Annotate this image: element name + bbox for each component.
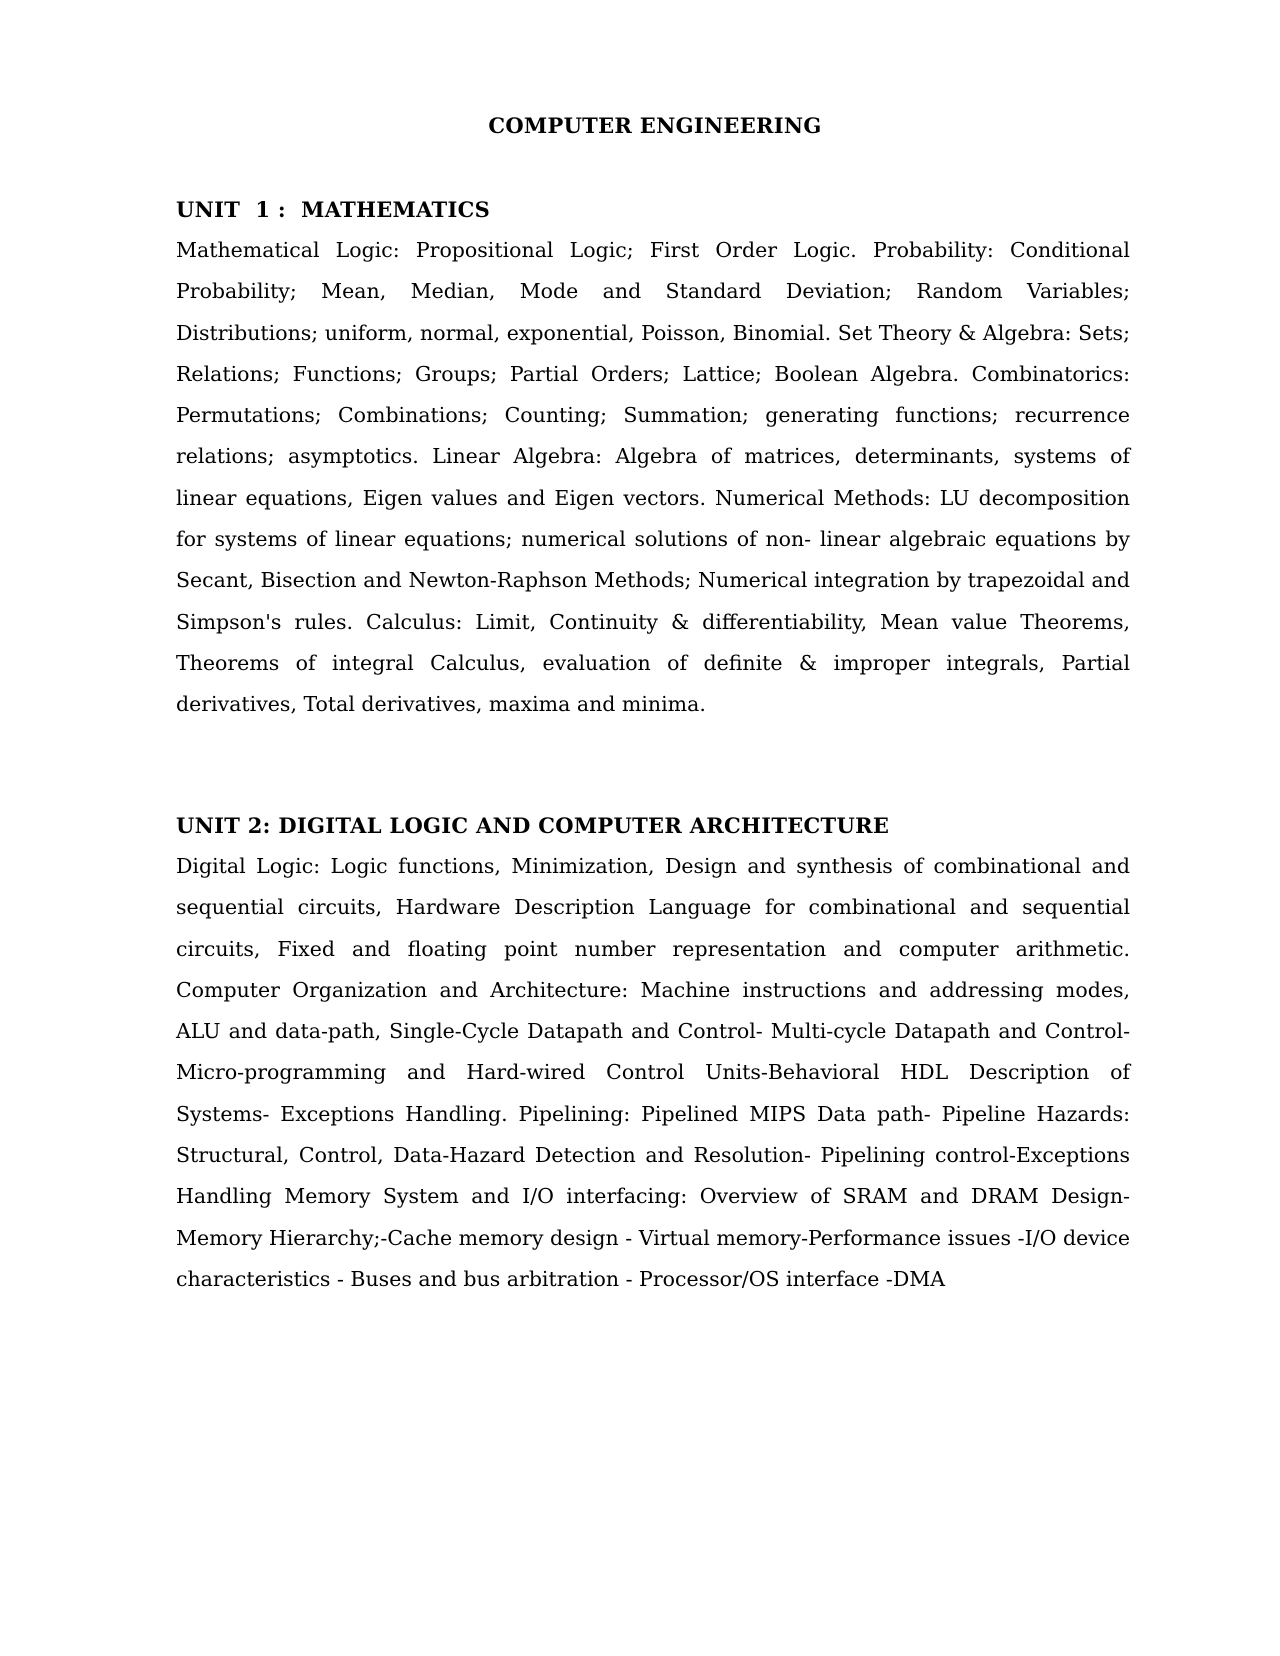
unit-2-heading: UNIT 2: DIGITAL LOGIC AND COMPUTER ARCHITECTURE [176,813,890,838]
unit-1-body-text: Mathematical Logic: Propositional Logic; First Order Logic. Probability: Conditional Probability; Mean, Median, Mode and Standard Deviation; Random Variables; Distributions; uniform, normal, exponential, Poisson, Binomial. Set Theory & Algebra: Sets; Relations; Functions; Groups; Partial Orders; Lattice; Boolean Algebra. Combinatorics: Permutations; Combinations; Counting; Summation; generating functions; recurrence relations; asymptotics. Linear Algebra: Algebra of matrices, determinants, systems of linear equations, Eigen values and Eigen vectors. Numerical Methods: LU decomposition for systems of linear equations; numerical solutions of non- linear algebraic equations by Secant, Bisection and Newton-Raphson Methods; Numerical integration by trapezoidal and Simpson's rules. Calculus: Limit, Continuity & differentiability, Mean value Theorems, Theorems of integral Calculus, evaluation of definite & improper integrals, Partial derivatives, Total derivatives, maxima and minima. [176,238,1130,717]
document-title: COMPUTER ENGINEERING [488,113,822,138]
unit-2-body-text: Digital Logic: Logic functions, Minimization, Design and synthesis of combinational and sequential circuits, Hardware Description Language for combinational and sequential circuits, Fixed and floating point number representation and computer arithmetic. Computer Organization and Architecture: Machine instructions and addressing modes, ALU and data-path, Single-Cycle Datapath and Control- Multi-cycle Datapath and Control-Micro-programming and Hard-wired Control Units-Behavioral HDL Description of Systems- Exceptions Handling. Pipelining: Pipelined MIPS Data path- Pipeline Hazards: Structural, Control, Data-Hazard Detection and Resolution- Pipelining control-Exceptions Handling Memory System and I/O interfacing: Overview of SRAM and DRAM Design- Memory Hierarchy;-Cache memory design - Virtual memory-Performance issues -I/O device characteristics - Buses and bus arbitration - Processor/OS interface -DMA [176,854,1130,1291]
unit-1-heading: UNIT 1 : MATHEMATICS [176,197,491,222]
